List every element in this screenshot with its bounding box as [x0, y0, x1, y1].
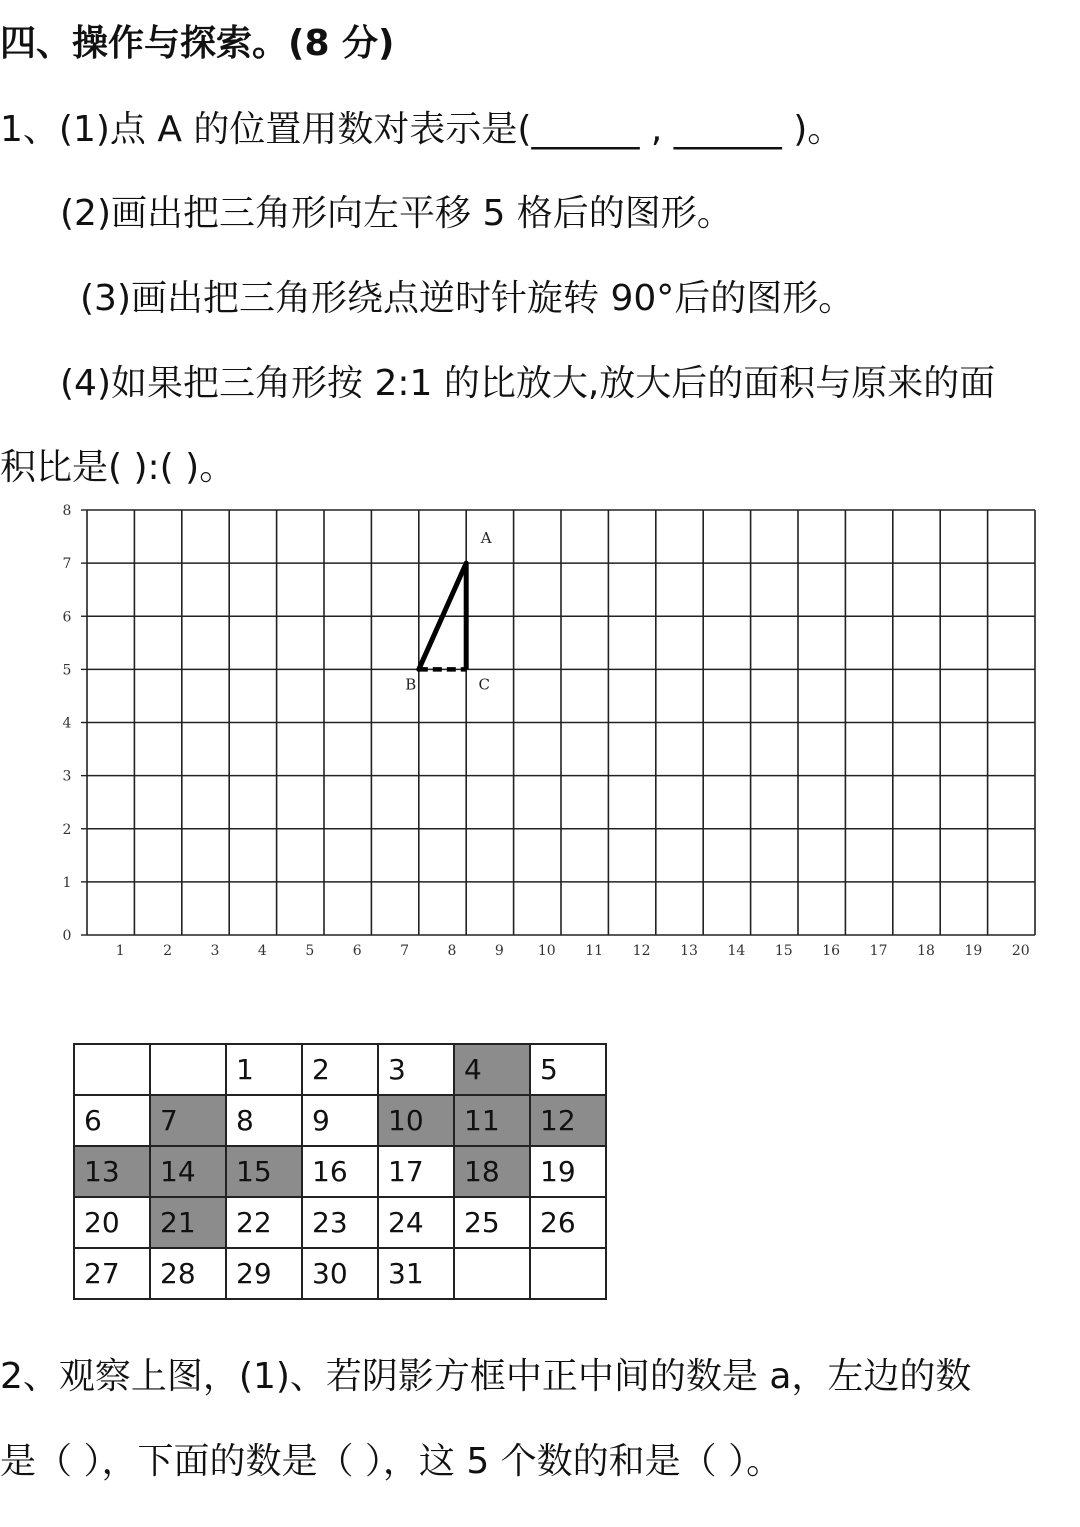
y-tick-label: 0 — [62, 928, 72, 944]
x-tick-label: 2 — [163, 943, 173, 959]
calendar-row — [74, 1095, 606, 1146]
question-1-part-3: (3)画出把三角形绕点逆时针旋转 90°后的图形。 — [80, 278, 855, 319]
calendar-cell: 21 — [150, 1197, 226, 1248]
calendar-cell: 7 — [150, 1095, 226, 1146]
calendar-cell: 26 — [530, 1197, 606, 1248]
x-tick-label: 16 — [822, 943, 841, 959]
question-1-part-4-line-2: 积比是( ):( )。 — [0, 447, 236, 488]
vertex-label-a: A — [480, 529, 492, 548]
x-tick-label: 9 — [494, 943, 504, 959]
calendar-cell — [530, 1248, 606, 1299]
x-tick-label: 11 — [585, 943, 604, 959]
calendar-cell: 12 — [530, 1095, 606, 1146]
x-tick-label: 20 — [1011, 943, 1030, 959]
question-1-part-1: 1、(1)点 A 的位置用数对表示是(______ , ______ )。 — [0, 109, 844, 150]
x-tick-label: 7 — [400, 943, 410, 959]
calendar-cell: 2 — [302, 1044, 378, 1095]
calendar-row — [74, 1044, 606, 1095]
x-tick-label: 17 — [869, 943, 888, 959]
calendar-row — [74, 1146, 606, 1197]
calendar-cell: 15 — [226, 1146, 302, 1197]
calendar-cell: 5 — [530, 1044, 606, 1095]
calendar-cell: 29 — [226, 1248, 302, 1299]
section-heading: 四、操作与探索。(8 分) — [0, 23, 395, 64]
x-tick-label: 14 — [727, 943, 746, 959]
x-tick-label: 19 — [964, 943, 983, 959]
calendar-cell: 22 — [226, 1197, 302, 1248]
x-tick-label: 4 — [257, 943, 267, 959]
calendar-cell: 31 — [378, 1248, 454, 1299]
calendar-cell: 14 — [150, 1146, 226, 1197]
calendar-cell: 4 — [454, 1044, 530, 1095]
calendar-cell: 8 — [226, 1095, 302, 1146]
calendar-cell: 1 — [226, 1044, 302, 1095]
calendar-cell: 17 — [378, 1146, 454, 1197]
calendar-cell: 20 — [74, 1197, 150, 1248]
calendar-row — [74, 1197, 606, 1248]
calendar-cell: 23 — [302, 1197, 378, 1248]
y-tick-label: 1 — [62, 874, 72, 891]
y-tick-label: 3 — [62, 768, 72, 785]
calendar-cell: 27 — [74, 1248, 150, 1299]
calendar-cell: 18 — [454, 1146, 530, 1197]
calendar-cell: 9 — [302, 1095, 378, 1146]
x-tick-label: 18 — [917, 943, 935, 959]
vertex-label-c: C — [478, 675, 490, 694]
calendar-cell: 25 — [454, 1197, 530, 1248]
y-tick-label: 6 — [62, 609, 72, 626]
question-1-part-4-line-1: (4)如果把三角形按 2:1 的比放大,放大后的面积与原来的面 — [60, 363, 996, 404]
calendar-cell: 11 — [454, 1095, 530, 1146]
calendar-cell: 24 — [378, 1197, 454, 1248]
y-tick-label: 5 — [62, 662, 72, 679]
x-tick-label: 12 — [632, 943, 651, 959]
calendar-row — [74, 1248, 606, 1299]
x-tick-label: 8 — [447, 943, 457, 959]
calendar-cell: 28 — [150, 1248, 226, 1299]
x-tick-label: 5 — [305, 943, 315, 959]
calendar-cell: 3 — [378, 1044, 454, 1095]
y-tick-label: 4 — [62, 715, 72, 732]
calendar-cell — [150, 1044, 226, 1095]
calendar-table — [73, 1043, 607, 1300]
y-tick-label: 7 — [62, 556, 72, 573]
calendar-cell: 13 — [74, 1146, 150, 1197]
calendar-cell: 16 — [302, 1146, 378, 1197]
question-2-line-2: 是（ ），下面的数是（ ），这 5 个数的和是（ ）。 — [0, 1441, 783, 1482]
x-tick-label: 6 — [352, 943, 362, 959]
calendar-cell — [454, 1248, 530, 1299]
x-tick-label: 1 — [115, 943, 125, 959]
calendar-cell: 19 — [530, 1146, 606, 1197]
y-tick-label: 8 — [62, 503, 72, 519]
calendar-cell: 30 — [302, 1248, 378, 1299]
y-tick-label: 2 — [62, 821, 72, 838]
calendar-cell: 6 — [74, 1095, 150, 1146]
calendar-cell: 10 — [378, 1095, 454, 1146]
x-tick-label: 10 — [537, 943, 556, 959]
x-tick-label: 13 — [680, 943, 698, 959]
x-tick-label: 15 — [774, 943, 793, 959]
vertex-label-b: B — [405, 675, 417, 694]
calendar-cell — [74, 1044, 150, 1095]
question-1-part-2: (2)画出把三角形向左平移 5 格后的图形。 — [60, 193, 733, 234]
question-2-line-1: 2、观察上图，(1)、若阴影方框中正中间的数是 a，左边的数 — [0, 1356, 972, 1397]
x-tick-label: 3 — [210, 943, 220, 959]
